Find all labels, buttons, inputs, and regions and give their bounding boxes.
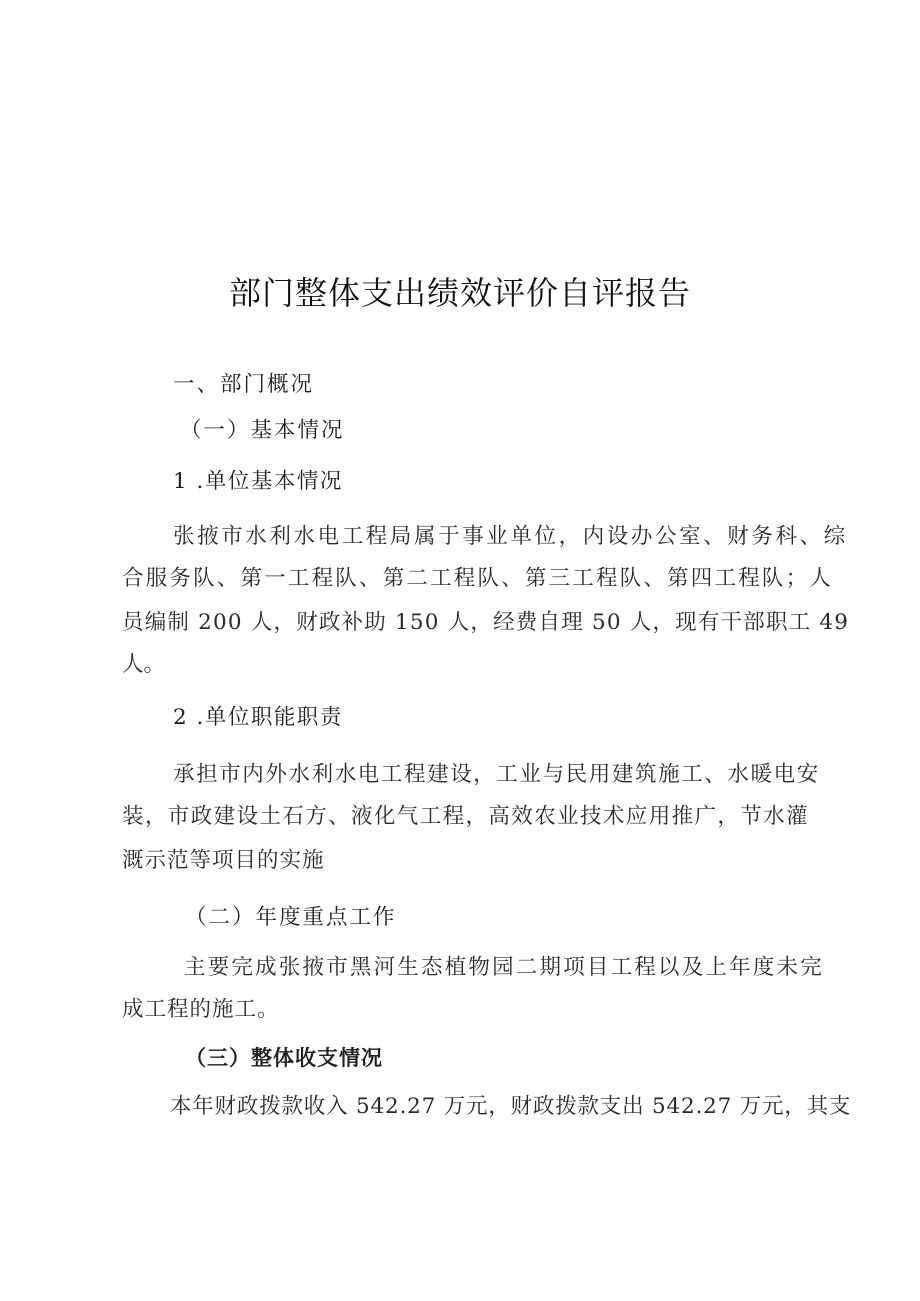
subsection-heading-basic-info: （一）基本情况 xyxy=(180,418,345,443)
paragraph-line: 张掖市水利水电工程局属于事业单位，内设办公室、财务科、综 xyxy=(173,524,848,549)
document-title: 部门整体支出绩效评价自评报告 xyxy=(228,274,691,312)
paragraph-line: 溉示范等项目的实施 xyxy=(122,848,325,873)
section-heading-overview: 一、部门概况 xyxy=(173,372,315,397)
subsection-heading-key-work: （二）年度重点工作 xyxy=(185,905,397,930)
paragraph-line: 主要完成张掖市黑河生态植物园二期项目工程以及上年度未完 xyxy=(184,955,824,980)
paragraph-line: 成工程的施工。 xyxy=(122,997,280,1022)
paragraph-line: 装，市政建设土石方、液化气工程，高效农业技术应用推广，节水灌 xyxy=(122,804,810,829)
paragraph-line: 人。 xyxy=(122,652,166,677)
item-heading-unit-functions: 2 .单位职能职责 xyxy=(173,705,343,730)
item-heading-unit-basic-info: 1 .单位基本情况 xyxy=(173,469,343,494)
paragraph-line: 本年财政拨款收入 542.27 万元，财政拨款支出 542.27 万元，其支 xyxy=(170,1094,852,1119)
paragraph-line: 承担市内外水利水电工程建设，工业与民用建筑施工、水暖电安 xyxy=(173,762,820,787)
subsection-heading-income-expenditure: （三）整体收支情况 xyxy=(185,1046,383,1070)
paragraph-line: 员编制 200 人，财政补助 150 人，经费自理 50 人，现有干部职工 49 xyxy=(122,610,850,635)
paragraph-line: 合服务队、第一工程队、第二工程队、第三工程队、第四工程队；人 xyxy=(122,566,834,591)
